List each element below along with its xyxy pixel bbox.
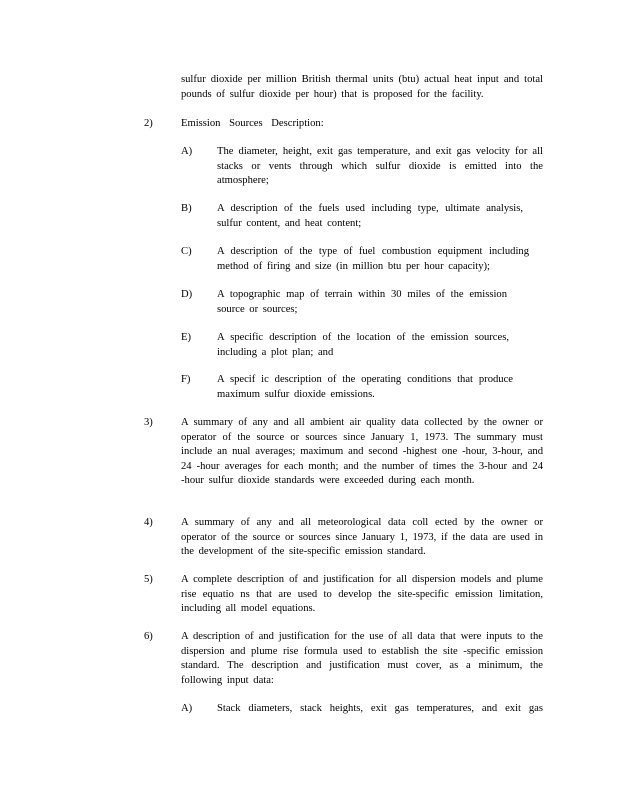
item-2-number: 2) [144,118,153,129]
item-6-number: 6) [144,631,153,642]
item-2b-letter: B) [181,203,192,214]
item-3-number: 3) [144,417,153,428]
item-2c-text: A description of the type of fuel combustion equipment including method of firing and size (in million btu per hour capacity); [217,246,529,272]
item-4-text: A summary of any and all meteorological data coll ected by the owner or operator of the source or sources since January 1, 1973, if the data are used in the development of the site-specific emission standard. [181,517,543,558]
item-6-text: A description of and justification for the use of all data that were inputs to the dispersion and plume rise formula used to establish the site -specific emission standard. The description and justification must cover, as a minimum, the following input data: [181,631,543,686]
item-2f-text: A specif ic description of the operating conditions that produce maximum sulfur dioxide emissions. [217,374,513,400]
item-4-number: 4) [144,517,153,528]
item-2b-text: A description of the fuels used including type, ultimate analysis, sulfur content, and heat content; [217,203,523,229]
item-5-text: A complete description of and justification for all dispersion models and plume rise equatio ns that are used to develop the site-specific emission limitation, including all model equations. [181,574,543,615]
item-2d-letter: D) [181,289,193,300]
item-2a-text: The diameter, height, exit gas temperature, and exit gas velocity for all stacks or vents through which sulfur dioxide is emitted into the atmosphere; [217,146,543,187]
item-6a-letter: A) [181,703,193,714]
item-2-heading: Emission Sources Description: [181,118,324,129]
item-6a-text: Stack diameters, stack heights, exit gas temperatures, and exit gas [217,703,543,714]
item-2f-letter: F) [181,374,191,385]
item-2a-letter: A) [181,146,193,157]
item-2c-letter: C) [181,246,192,257]
intro-paragraph: sulfur dioxide per million British thermal units (btu) actual heat input and total pounds of sulfur dioxide per hour) that is proposed for the facility. [181,74,543,100]
item-3-text: A summary of any and all ambient air quality data collected by the owner or operator of the source or sources since January 1, 1973. The summary must include an nual averages; maximum and second -highest one -hour, 3-hour, and 24 -hour averages for each month; and the number of times the 3-hour and 24 -hour sulfur dioxide standards were exceeded during each month. [181,417,543,487]
item-5-number: 5) [144,574,153,585]
item-2e-text: A specific description of the location of the emission sources, including a plot plan; and [217,332,509,358]
item-2e-letter: E) [181,332,191,343]
item-2d-text: A topographic map of terrain within 30 miles of the emission source or sources; [217,289,507,315]
